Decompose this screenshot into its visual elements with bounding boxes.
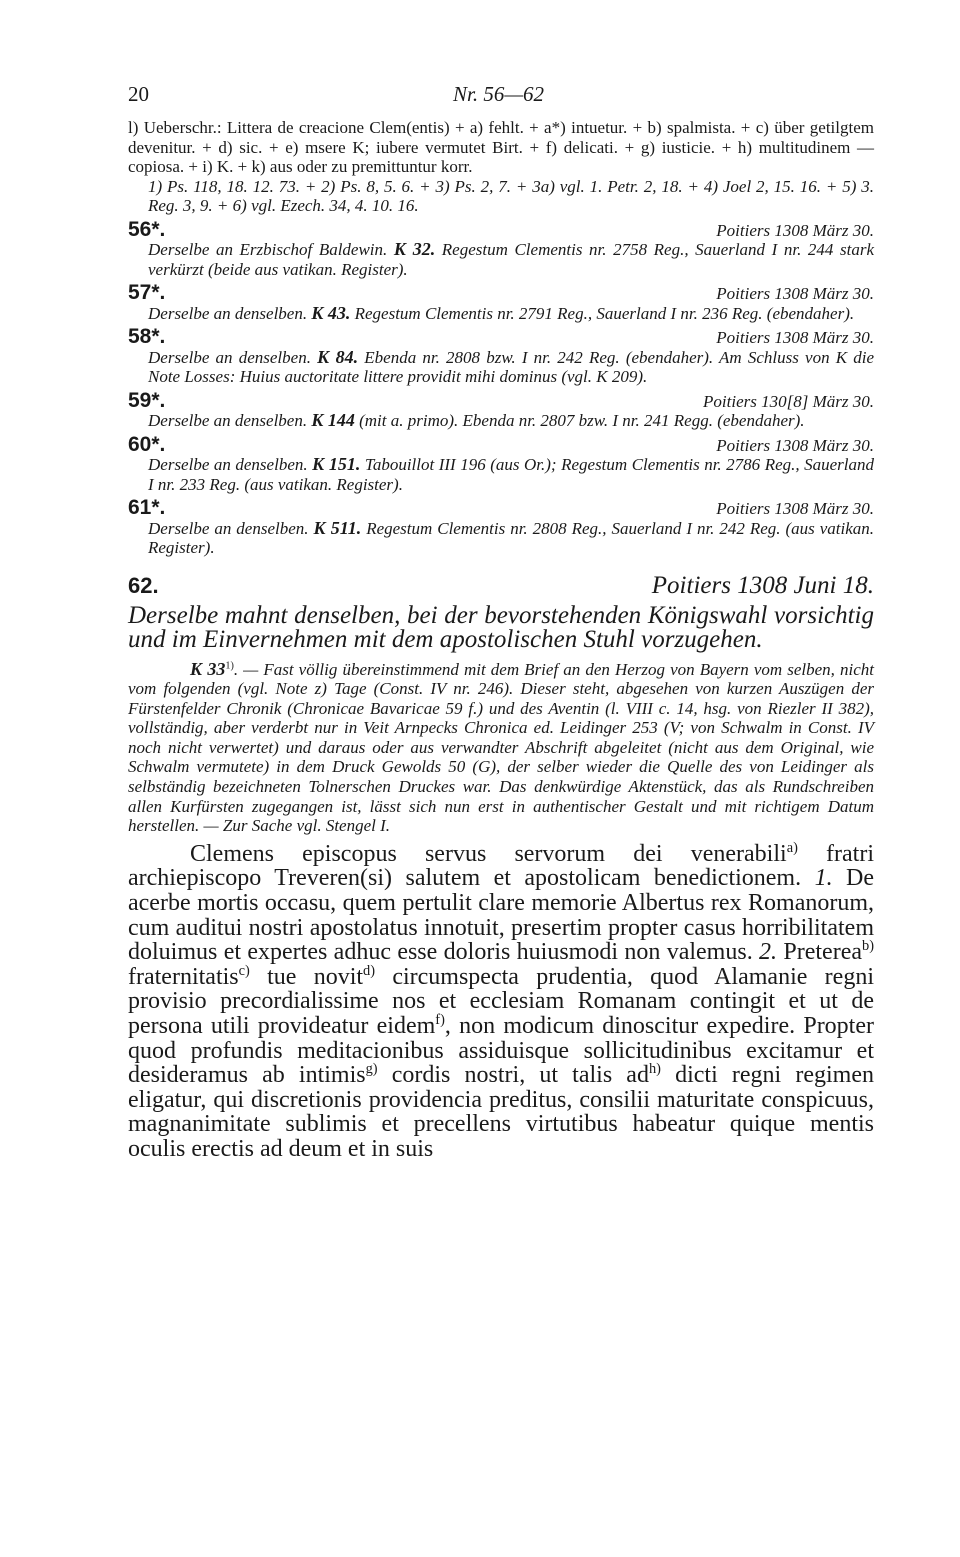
footnote-mark: d) (363, 962, 376, 979)
entry-reference: Regestum Clementis nr. 2791 Reg., Sauerland I nr. 236 Reg. (ebendaher). (354, 303, 855, 323)
editorial-note (128, 660, 874, 836)
section-number: 1. (814, 865, 833, 892)
text-segment: Clemens episcopus servus servorum dei venerabili (190, 840, 787, 867)
page-number: 20 (128, 82, 149, 106)
entry-title: Derselbe an denselben. (148, 347, 311, 367)
section-number: 2. (759, 939, 778, 966)
textual-notes: l) Ueberschr.: Littera de creacione Clem(entis) + a) fehlt. + a*) intuetur. + b) spalmista. + c) über getilgtem devenitur. + d) sic. + e) msere K; iubere vermutet Birt. + f) delicati. + g) iusticie. + h) multitudinem — copiosa. + i) K. + k) aus oder zu premittuntur korr. (128, 118, 874, 176)
text-segment: cordis nostri, ut talis ad (377, 1062, 649, 1089)
entry-reference: (mit a. primo). Ebenda nr. 2807 bzw. I nr. 241 Regg. (ebendaher). (359, 411, 805, 430)
text-segment: tue novit (249, 963, 364, 990)
entry-place-date: Poitiers 1308 März 30. (716, 284, 874, 303)
entry-number: 61*. (128, 496, 166, 519)
document-range: Nr. 56—62 (453, 82, 545, 106)
entry-number: 60*. (128, 432, 166, 456)
document-sigle: K 33 (190, 658, 226, 679)
entry-reference: Tabouillot III 196 (aus Or.); Regestum Clementis nr. 2786 Reg., Sauerland I nr. 233 Reg. (aus vatikan. Register). (148, 455, 875, 494)
entry-sigle: K 84. (317, 346, 359, 367)
text-segment: fraternitatis (128, 963, 239, 990)
sigle-footnote-mark: 1) (225, 659, 234, 671)
entry-place-date: Poitiers 130[8] März 30. (703, 391, 874, 411)
critical-apparatus (128, 118, 874, 558)
entry-place-date: Poitiers 1308 März 30. (716, 435, 874, 455)
regest-56 (128, 217, 875, 280)
regest-60 (128, 432, 875, 495)
entry-sigle: K 151. (312, 454, 361, 474)
entry-reference: Ebenda nr. 2808 bzw. I nr. 242 Reg. (ebendaher). Am Schluss von K die Note Losses: Huius auctoritate littere providit mihi dominus (vgl. K 209). (148, 347, 875, 386)
text-segment: fratri archiepiscopo Treveren(si) salutem et apostolicam benedictionem. (128, 840, 874, 892)
entry-sigle: K 511. (313, 517, 362, 538)
footnote-mark: h) (648, 1061, 661, 1078)
document-place-date: Poitiers 1308 Juni 18. (651, 571, 874, 599)
entry-place-date: Poitiers 1308 März 30. (716, 220, 874, 240)
entry-number: 59*. (128, 388, 166, 412)
footnote-mark: g) (365, 1061, 378, 1078)
text-segment: dicti regni regimen eligatur, qui discretionis providencia preditus, consilii maturitate conspicuus, magnanimitate sublimis et precellens virtutibus habeatur quique mentis oculis erectis ad deum et in suis (128, 1062, 875, 1162)
entry-reference: Regestum Clementis nr. 2758 Reg., Sauerland I nr. 244 stark verkürzt (beide aus vatikan. Register). (148, 240, 875, 279)
entry-title: Derselbe an denselben. (148, 455, 308, 474)
entry-sigle: K 32. (393, 239, 436, 259)
entry-number: 57*. (128, 281, 166, 304)
entry-place-date: Poitiers 1308 März 30. (716, 499, 874, 518)
entry-title: Derselbe an denselben. (148, 411, 308, 430)
text-segment: circumspecta prudentia, quod Alamanie regni provisio precordialissime nos et ecclesiam Romanam contingit et ut de persona utili provideatur eidem (128, 963, 874, 1039)
entry-number: 56*. (128, 217, 166, 241)
entry-title: Derselbe an Erzbischof Baldewin. (148, 240, 388, 259)
document-62 (128, 572, 874, 1162)
footnote-mark: f) (435, 1012, 445, 1028)
footnote-mark: c) (238, 962, 250, 979)
entry-number: 58*. (128, 325, 166, 348)
entry-reference: Regestum Clementis nr. 2808 Reg., Sauerland I nr. 242 Reg. (aus vatikan. Register). (148, 518, 875, 557)
text-segment: Preterea (777, 939, 863, 966)
source-notes: 1) Ps. 118, 18. 12. 73. + 2) Ps. 8, 5. 6. + 3) Ps. 2, 7. + 3a) vgl. 1. Petr. 2, 18. + 4) Joel 2, 15. 16. + 5) 3. Reg. 3, 9. + 6) vgl. Ezech. 34, 4. 10. 16. (148, 176, 874, 215)
note-text: . — Fast völlig übereinstimmend mit dem Brief an den Herzog von Bayern vom selben, nicht vom folgenden (vgl. Note z) Tage (Const. IV nr. 246). Dieser steht, abgesehen von kurzen Auszügen der Fürstenfelder Chronik (Chronicae Bavaricae 59 f.) und des Aventin (l. VIII c. 14, hsg. von Riezler II 382), vollständig, aber verderbt nur in Veit Arnpecks Chronica ed. Leidinger 253 (V; von Schwalm in Const. IV noch nicht verwertet) und daraus oder aus verwandter Abschrift abgeleitet (nicht aus dem Original, wie Schwalm vermutete) in dem Druck Gewolds 50 (G), der selber wieder die Quelle des von Leidinger als selbständig bezeichneten Tolnerschen Druckes war. Das denkwürdige Aktenstück, das als Rundschreiben allen Kurfürsten zugegangen ist, lässt sich nun erst in authentischer Gestalt und mit richtigem Datum herstellen. — Zur Sache vgl. Stengel I. (128, 659, 875, 836)
entry-sigle: K 144 (311, 410, 355, 430)
entry-sigle: K 43. (311, 302, 351, 323)
regest-57 (128, 283, 874, 323)
running-header (128, 82, 874, 112)
regest-59 (128, 388, 874, 431)
entry-place-date: Poitiers 1308 März 30. (716, 328, 874, 347)
document-number: 62. (128, 572, 159, 598)
regest-61 (128, 498, 874, 558)
text-segment: De acerbe mortis occasu, quem pertulit clare memorie Albertus rex Romanorum, cum auditui nostri apostolatus innotuit, presertim propter casus horribilitatem doluimus et expertes adhuc esse doloris huiusmodi non valemus. (128, 865, 875, 966)
footnote-mark: b) (862, 938, 875, 955)
regest-58 (128, 327, 874, 387)
entry-title: Derselbe an denselben. (148, 518, 309, 538)
text-segment: , non modicum dinoscitur expedire. Propter quod profundis meditacionibus assiduisque sollicitudinibus excitamur et desideramus ab intimis (128, 1013, 874, 1089)
entry-title: Derselbe an denselben. (148, 303, 308, 323)
letter-text (128, 839, 875, 1162)
document-summary: Derselbe mahnt denselben, bei der bevorstehenden Königswahl vorsichtig und im Einvernehmen mit dem apostolischen Stuhl vorzugehen. (128, 601, 874, 653)
footnote-mark: a) (786, 839, 798, 856)
document-page (128, 82, 874, 1162)
